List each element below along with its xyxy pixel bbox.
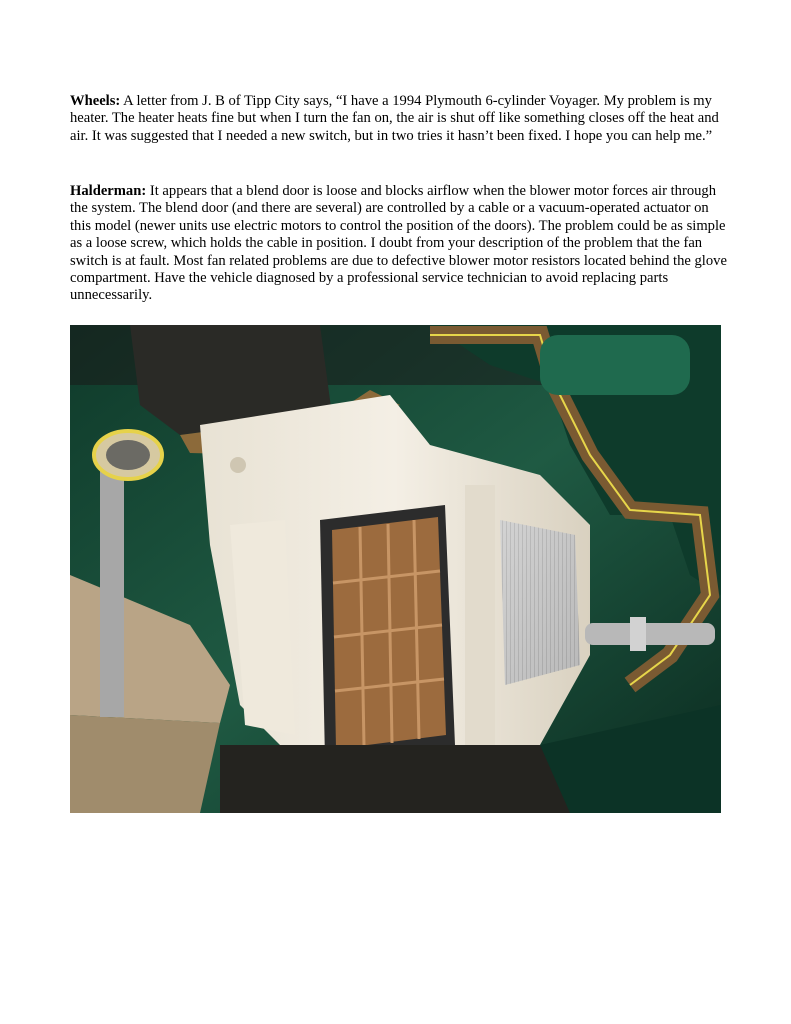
answer-speaker: Halderman: bbox=[70, 183, 147, 199]
question-speaker: Wheels: bbox=[70, 93, 121, 109]
question-paragraph bbox=[70, 93, 730, 145]
heater-box-photo bbox=[70, 325, 721, 813]
question-text: A letter from J. B of Tipp City says, “I have a 1994 Plymouth 6-cylinder Voyager. My problem is my heater. The heater heats fine but when I turn the fan on, the air is shut off like something closes off the heat and air. It was suggested that I needed a new switch, but in two tries it hasn’t been fixed. I hope you can help me.” bbox=[70, 93, 719, 144]
answer-text: It appears that a blend door is loose and blocks airflow when the blower motor forces air through the system. The blend door (and there are several) are controlled by a cable or a vacuum-operated actuator on this model (newer units use electric motors to control the position of the doors). The problem could be as simple as a loose screw, which holds the cable in position. I doubt from your description of the problem that the fan switch is at fault. Most fan related problems are due to defective blower motor resistors located behind the glove compartment. Have the vehicle diagnosed by a professional service technician to avoid replacing parts unnecessarily. bbox=[70, 183, 727, 304]
answer-paragraph bbox=[70, 183, 730, 305]
